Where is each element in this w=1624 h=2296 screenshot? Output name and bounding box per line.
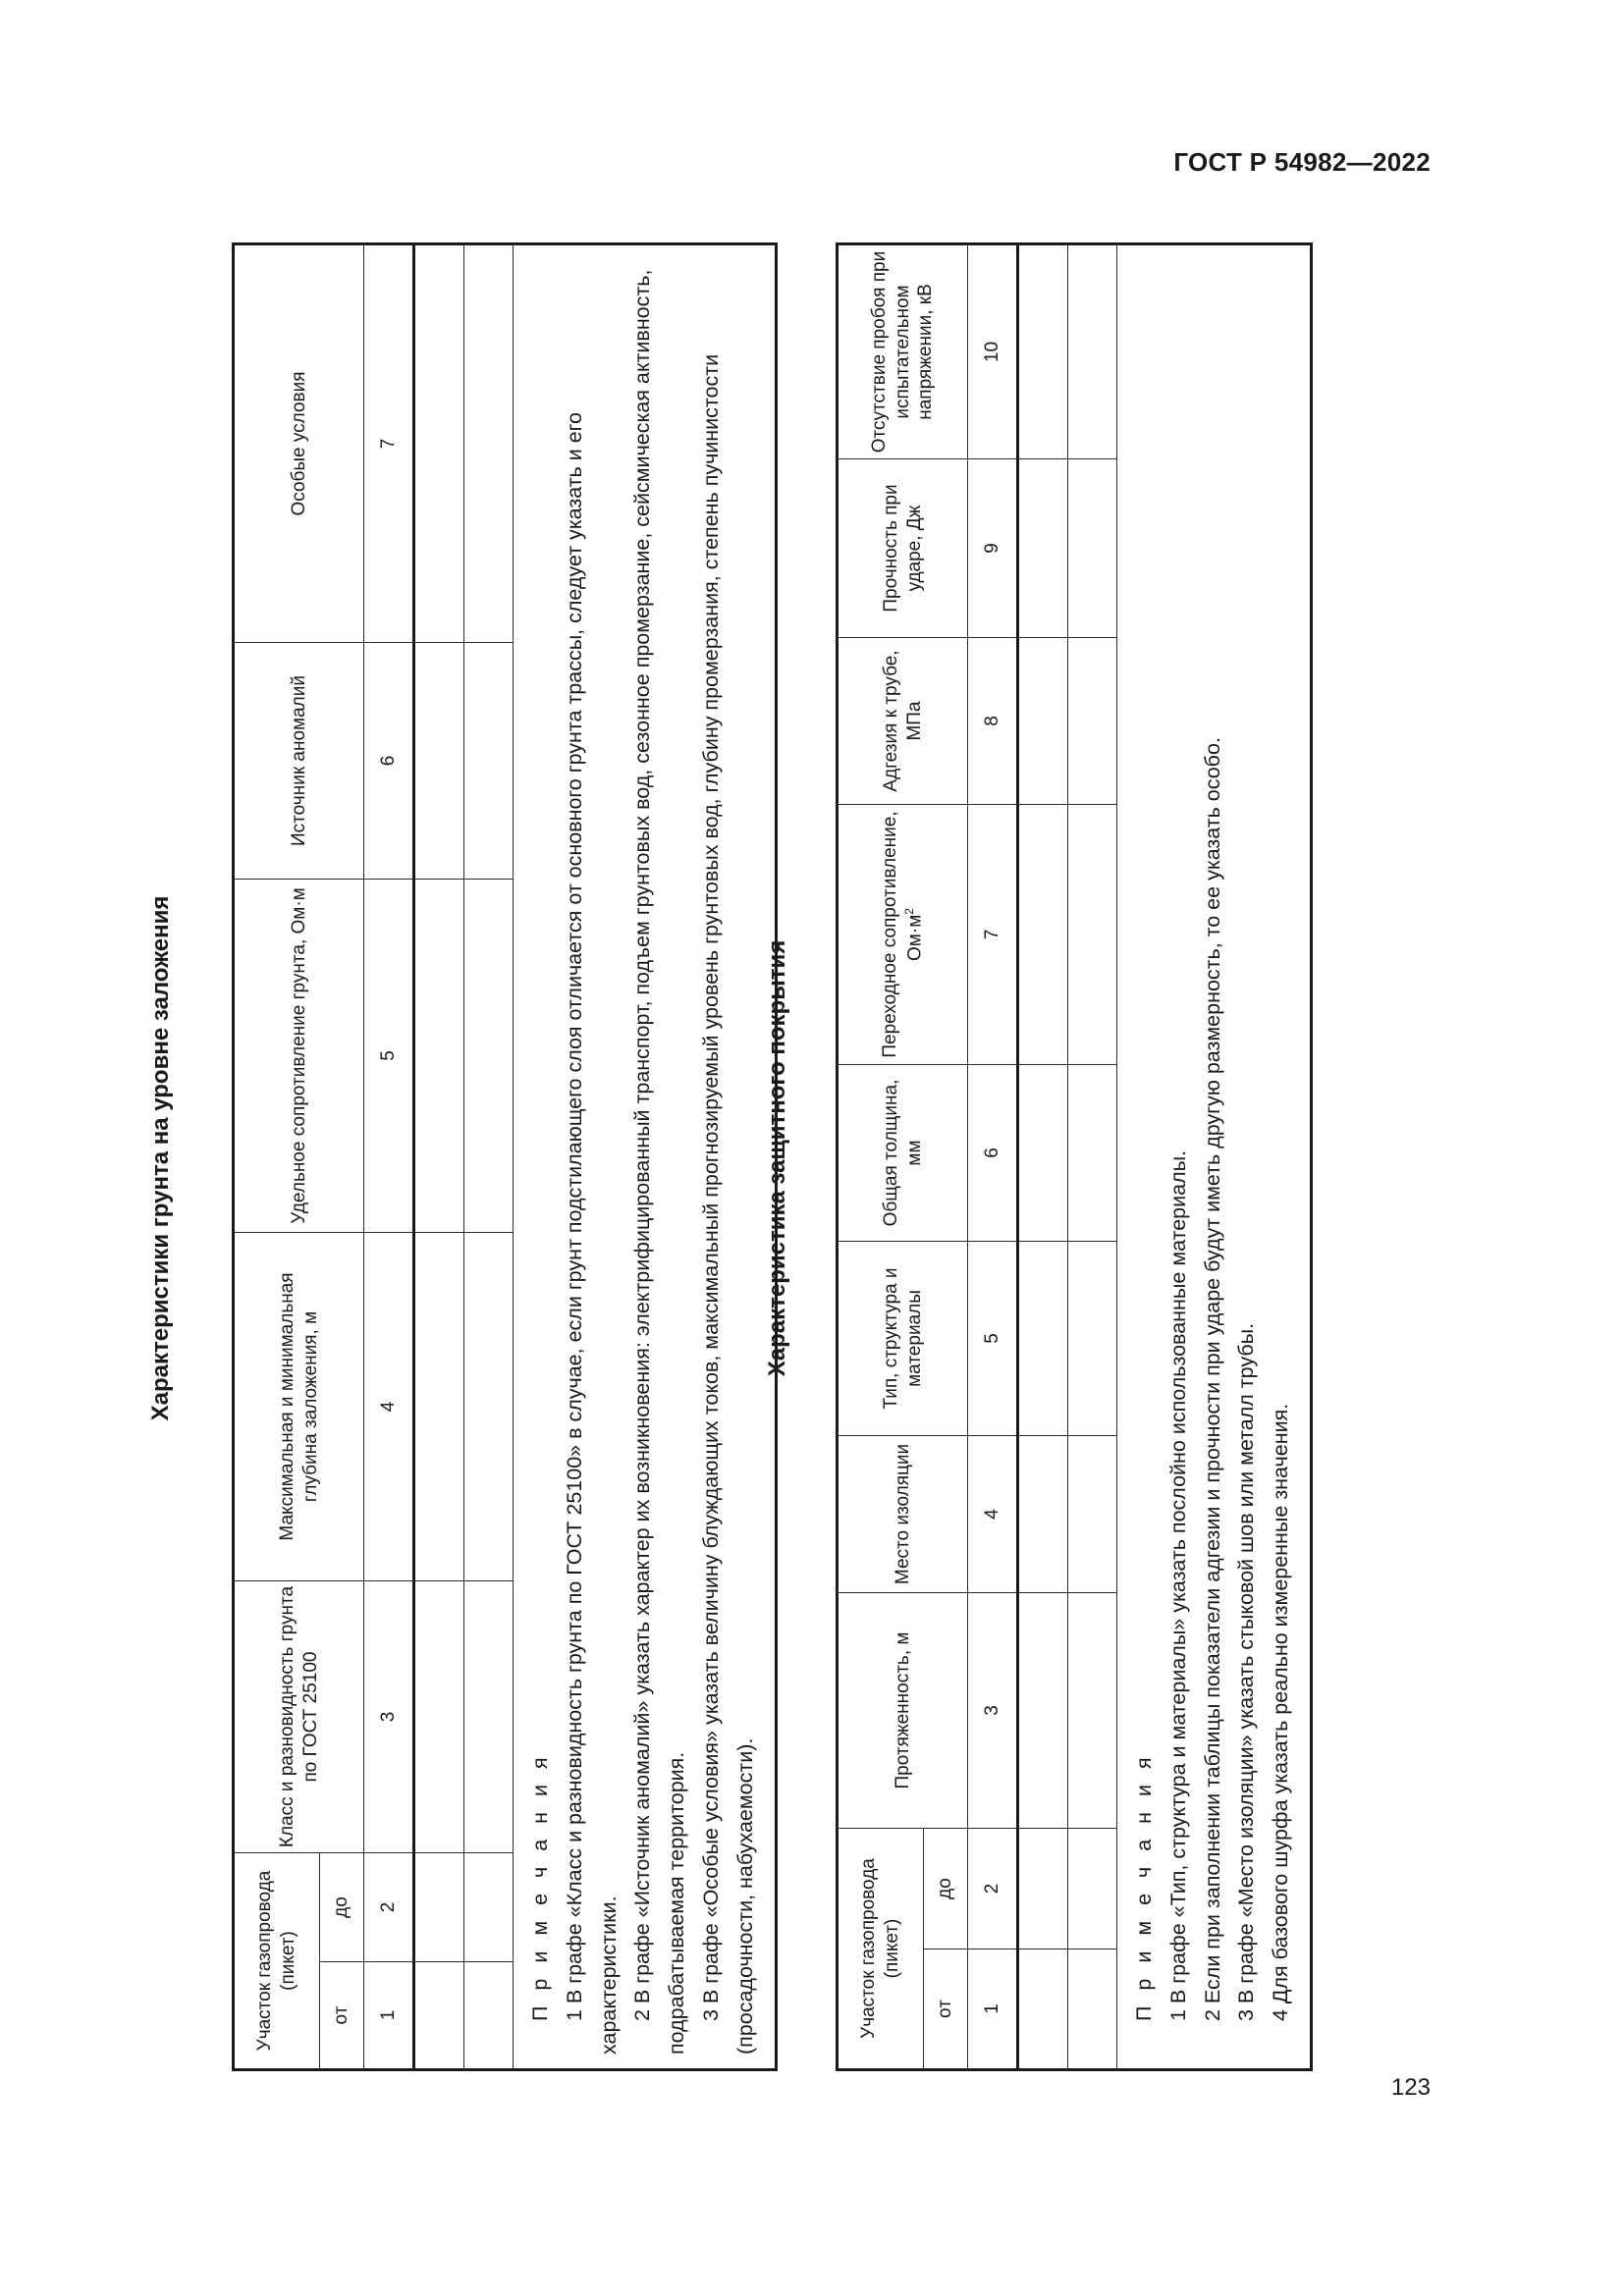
- note-item: 2 Если при заполнении таблицы показатели адгезии и прочности при ударе будут иметь другую размерность, то ее указать особо.: [1200, 737, 1224, 2021]
- notes-title: П р и м е ч а н и я: [528, 1752, 552, 2021]
- section1-title: Характеристики грунта на уровне заложения: [147, 895, 174, 1421]
- column-numbers-row: [364, 244, 414, 2070]
- section1-notes: [514, 244, 777, 2070]
- header-adhesion: Адгезия к трубе, МПа: [838, 638, 968, 805]
- header-pipeline-section: Участок газопровода (пикет): [234, 1853, 320, 2070]
- note-item: 3 В графе «Особые условия» указать величину блуждающих токов, максимальный прогнозируемый уровень грунтовых вод, глубину промерзания, степень пучинистости (просадочности, набухаемости).: [699, 353, 757, 2055]
- note-item: 1 В графе «Класс и разновидность грунта по ГОСТ 25100» в случае, если грунт подстилающего слоя отличается от основного грунта трассы, следует указать и его характеристики.: [562, 412, 621, 2055]
- header-length: Протяженность, м: [838, 1593, 968, 1829]
- col-number: 8: [968, 638, 1018, 805]
- landscape-content: [147, 245, 1293, 2071]
- header-type-structure: Тип, структура и материалы: [838, 1242, 968, 1436]
- header-thickness: Общая толщина, мм: [838, 1065, 968, 1242]
- header-transition-resistance: Переходное сопротивление, $Ом\cdot м^2$: [838, 805, 968, 1065]
- header-depth: Максимальная и минимальная глубина заложения, м: [234, 1233, 364, 1581]
- superscript: 2: [901, 908, 916, 915]
- soil-characteristics-table: [232, 242, 778, 2071]
- col-number: 5: [968, 1242, 1018, 1436]
- col-number: 9: [968, 459, 1018, 638]
- empty-row: [414, 244, 464, 2070]
- col-number: 6: [364, 643, 414, 880]
- page-number: 123: [1390, 2074, 1431, 2101]
- col-number: 3: [968, 1593, 1018, 1829]
- header-anomaly-source: Источник аномалий: [234, 643, 364, 880]
- col-number: 1: [968, 1949, 1018, 2070]
- header-soil-class: Класс и разновидность грунта по ГОСТ 25100: [234, 1581, 364, 1853]
- col-number: 4: [364, 1233, 414, 1581]
- protective-coating-table: [836, 242, 1313, 2071]
- empty-row: [464, 244, 514, 2070]
- col-number: 2: [364, 1853, 414, 1962]
- note-item: 2 В графе «Источник аномалий» указать характер их возникновения: электрифицированный транспорт, подъем грунтовых вод, сезонное промерзание, сейсмическая активность, подрабатываемая территория.: [630, 269, 689, 2055]
- col-number: 10: [968, 244, 1018, 459]
- header-resistivity: Удельное сопротивление грунта, Ом·м: [234, 880, 364, 1233]
- header-from: от: [924, 1949, 968, 2070]
- header-to: до: [320, 1853, 364, 1962]
- note-item: 1 В графе «Тип, структура и материалы» указать послойно использованные материалы.: [1165, 1149, 1190, 2021]
- header-breakdown: Отсутствие пробоя при испытательном напряжении, кВ: [838, 244, 968, 459]
- header-special-conditions: Особые условия: [234, 244, 364, 643]
- col-number: 5: [364, 880, 414, 1233]
- column-numbers-row: [968, 244, 1018, 2070]
- empty-row: [1018, 244, 1068, 2070]
- header-insulation-place: Место изоляции: [838, 1436, 968, 1593]
- empty-row: [1068, 244, 1117, 2070]
- col-number: 7: [968, 805, 1018, 1065]
- col-number: 4: [968, 1436, 1018, 1593]
- header-pipeline-section: Участок газопровода (пикет): [838, 1829, 924, 2070]
- col-number: 3: [364, 1581, 414, 1853]
- note-item: 4 Для базового шурфа указать реально измеренные значения.: [1269, 1403, 1293, 2021]
- header-impact-strength: Прочность при ударе, Дж: [838, 459, 968, 638]
- col-number: 1: [364, 1962, 414, 2070]
- document-header: ГОСТ Р 54982—2022: [1173, 147, 1431, 177]
- note-item: 3 В графе «Место изоляции» указать стыковой шов или металл трубы.: [1234, 1322, 1259, 2021]
- header-to: до: [924, 1829, 968, 1949]
- section2-title: Характеристика защитного покрытия: [764, 939, 790, 1377]
- section2-notes: [1117, 244, 1312, 2070]
- col-number: 2: [968, 1829, 1018, 1949]
- col-number: 6: [968, 1065, 1018, 1242]
- notes-title: П р и м е ч а н и я: [1132, 1752, 1156, 2021]
- header-from: от: [320, 1962, 364, 2070]
- col-number: 7: [364, 244, 414, 643]
